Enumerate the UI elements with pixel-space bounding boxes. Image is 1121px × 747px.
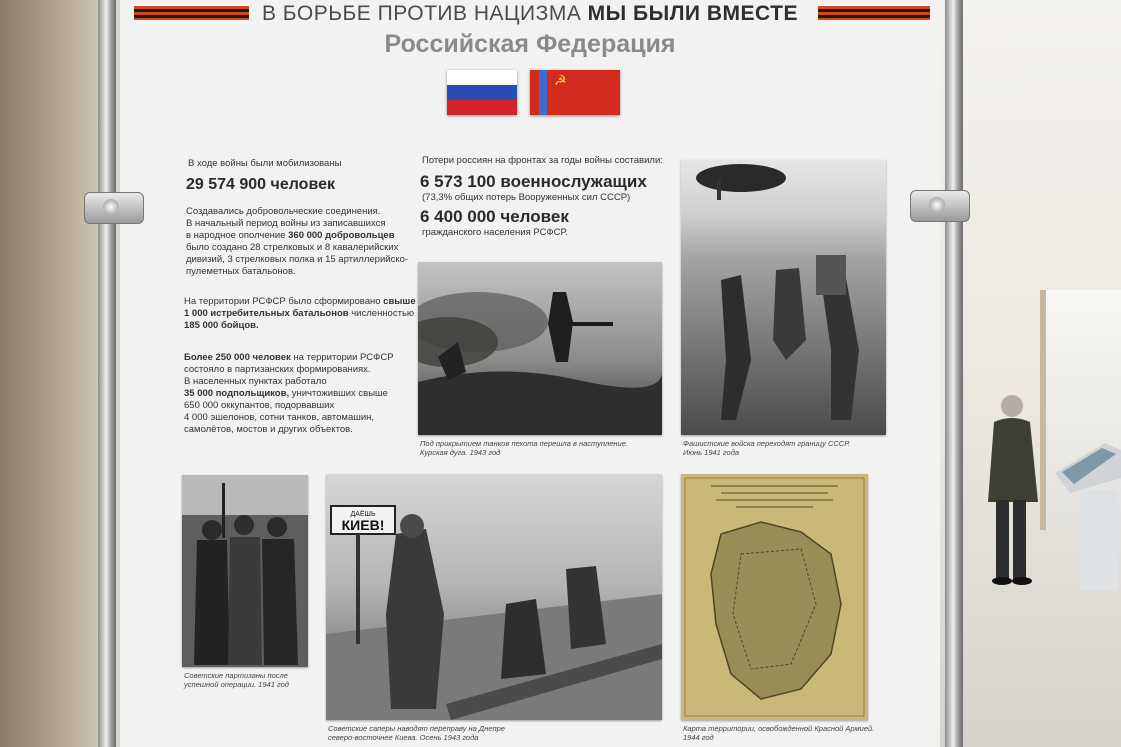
- partisans-line-1b: на территории РСФСР: [290, 352, 394, 363]
- volunteers-line-1: Создавались добровольческие соединения.: [186, 206, 381, 217]
- civilian-losses-value: 6 400 000 человек: [420, 207, 569, 226]
- fighters-count: 185 000 бойцов.: [184, 320, 259, 331]
- photo-border-crossing: [681, 160, 886, 435]
- partisans-line-7: самолётов, мостов и других объектов.: [184, 424, 353, 435]
- map-liberated-territory: [681, 474, 868, 720]
- stand-pole-right: [945, 0, 963, 747]
- military-losses-value: 6 573 100 военнослужащих: [420, 172, 647, 191]
- partisans-line-5: 650 000 оккупантов, подорвавших: [184, 400, 335, 411]
- partisans-line-4b: уничтоживших свыше: [289, 388, 388, 399]
- kiev-sign-bottom: КИЕВ!: [341, 517, 385, 533]
- volunteers-count: 360 000 добровольцев: [288, 230, 395, 241]
- caption-kursk-line-1: Под прикрытием танков пехота перешла в наступление.: [420, 439, 628, 448]
- exhibition-poster: [120, 0, 940, 747]
- caption-partisans: [184, 671, 289, 689]
- poster-subtitle: Российская Федерация: [384, 30, 676, 58]
- caption-dnieper-line-1: Советские саперы наводят переправу на Днепре: [328, 724, 505, 733]
- kiev-sign-top: ДАЁШЬ: [350, 511, 376, 518]
- clamp-right: [910, 190, 970, 222]
- battalions-line-1b: свыше: [383, 296, 416, 307]
- partisans-line-4: [184, 388, 394, 400]
- photo-partisans: [182, 475, 308, 667]
- bolt-left: [103, 199, 119, 215]
- caption-kursk-line-2: Курская дуга. 1943 год: [420, 448, 501, 457]
- mobilized-value: 29 574 900 человек: [186, 176, 335, 193]
- title-bold: МЫ БЫЛИ ВМЕСТЕ: [587, 2, 799, 25]
- volunteers-line-6: пулеметных батальонов.: [186, 266, 296, 277]
- caption-border-line-1: Фашистские войска переходят границу СССР.: [683, 439, 851, 448]
- photo-dnieper-sappers: [326, 474, 662, 720]
- civilian-losses-note: гражданского населения РСФСР.: [422, 227, 568, 238]
- battalions-line-1: [184, 296, 416, 308]
- partisans-count: Более 250 000 человек: [184, 352, 291, 363]
- caption-kursk: [420, 439, 628, 457]
- background-kiosk: [1050, 438, 1121, 593]
- caption-map: [683, 724, 874, 742]
- battalions-line-2: [184, 308, 416, 320]
- flag-rsfsr-icon: [530, 70, 620, 115]
- stand-pole-left: [98, 0, 116, 747]
- volunteers-line-5: дивизий, 3 стрелковых полка и 15 артиллерийско-: [186, 254, 409, 265]
- volunteers-line-2: В начальный период войны из записавшихся: [186, 218, 386, 229]
- battalions-count: 1 000 истребительных батальонов: [184, 308, 349, 319]
- caption-border: [683, 439, 850, 457]
- battalions-line-3: [184, 320, 416, 332]
- volunteers-line-4: было создано 28 стрелковых и 8 кавалерийских: [186, 242, 399, 253]
- flag-blue-stripe: [539, 70, 547, 115]
- losses-label: Потери россиян на фронтах за годы войны составили:: [422, 155, 663, 166]
- battalions-line-2b: численностью: [348, 308, 415, 319]
- flag-russia-icon: [447, 70, 517, 115]
- partisans-line-1: [184, 352, 394, 364]
- partisans-line-2: состояло в партизанских формированиях.: [184, 364, 371, 375]
- mobilized-label: В ходе войны были мобилизованы: [188, 158, 342, 169]
- hammer-sickle-icon: ☭: [554, 72, 567, 88]
- caption-map-line-1: Карта территории, освобожденной Красной Армией.: [683, 724, 875, 733]
- volunteers-line-3a: в народное ополчение: [186, 230, 289, 241]
- bolt-right: [929, 197, 945, 213]
- volunteers-line-3: [186, 230, 408, 242]
- clamp-left: [84, 192, 144, 224]
- underground-count: 35 000 подпольщиков,: [184, 388, 290, 399]
- partisans-line-3: В населенных пунктах работало: [184, 376, 327, 387]
- caption-map-line-2: 1944 год: [683, 733, 714, 742]
- background-wall-left: [0, 0, 100, 747]
- background-visitor: [982, 392, 1042, 587]
- caption-partisans-line-1: Советские партизаны после: [184, 671, 288, 680]
- caption-partisans-line-2: успешной операции. 1941 год: [184, 680, 289, 689]
- battalions-text: [184, 296, 416, 332]
- photo-kursk-infantry: [418, 262, 662, 435]
- battalions-line-1a: На территории РСФСР было сформировано: [184, 296, 384, 307]
- caption-border-line-2: Июнь 1941 года: [683, 448, 740, 457]
- military-losses-note: (73,3% общих потерь Вооруженных сил СССР): [422, 192, 631, 203]
- partisans-line-6: 4 000 эшелонов, сотни танков, автомашин,: [184, 412, 375, 423]
- caption-dnieper-line-2: северо-восточнее Киева. Осень 1943 года: [328, 733, 479, 742]
- caption-dnieper: [328, 724, 505, 742]
- title-regular: В БОРЬБЕ ПРОТИВ НАЦИЗМА: [261, 2, 588, 25]
- volunteers-text: [186, 206, 408, 278]
- partisans-text: [184, 352, 394, 436]
- poster-title: [120, 2, 940, 26]
